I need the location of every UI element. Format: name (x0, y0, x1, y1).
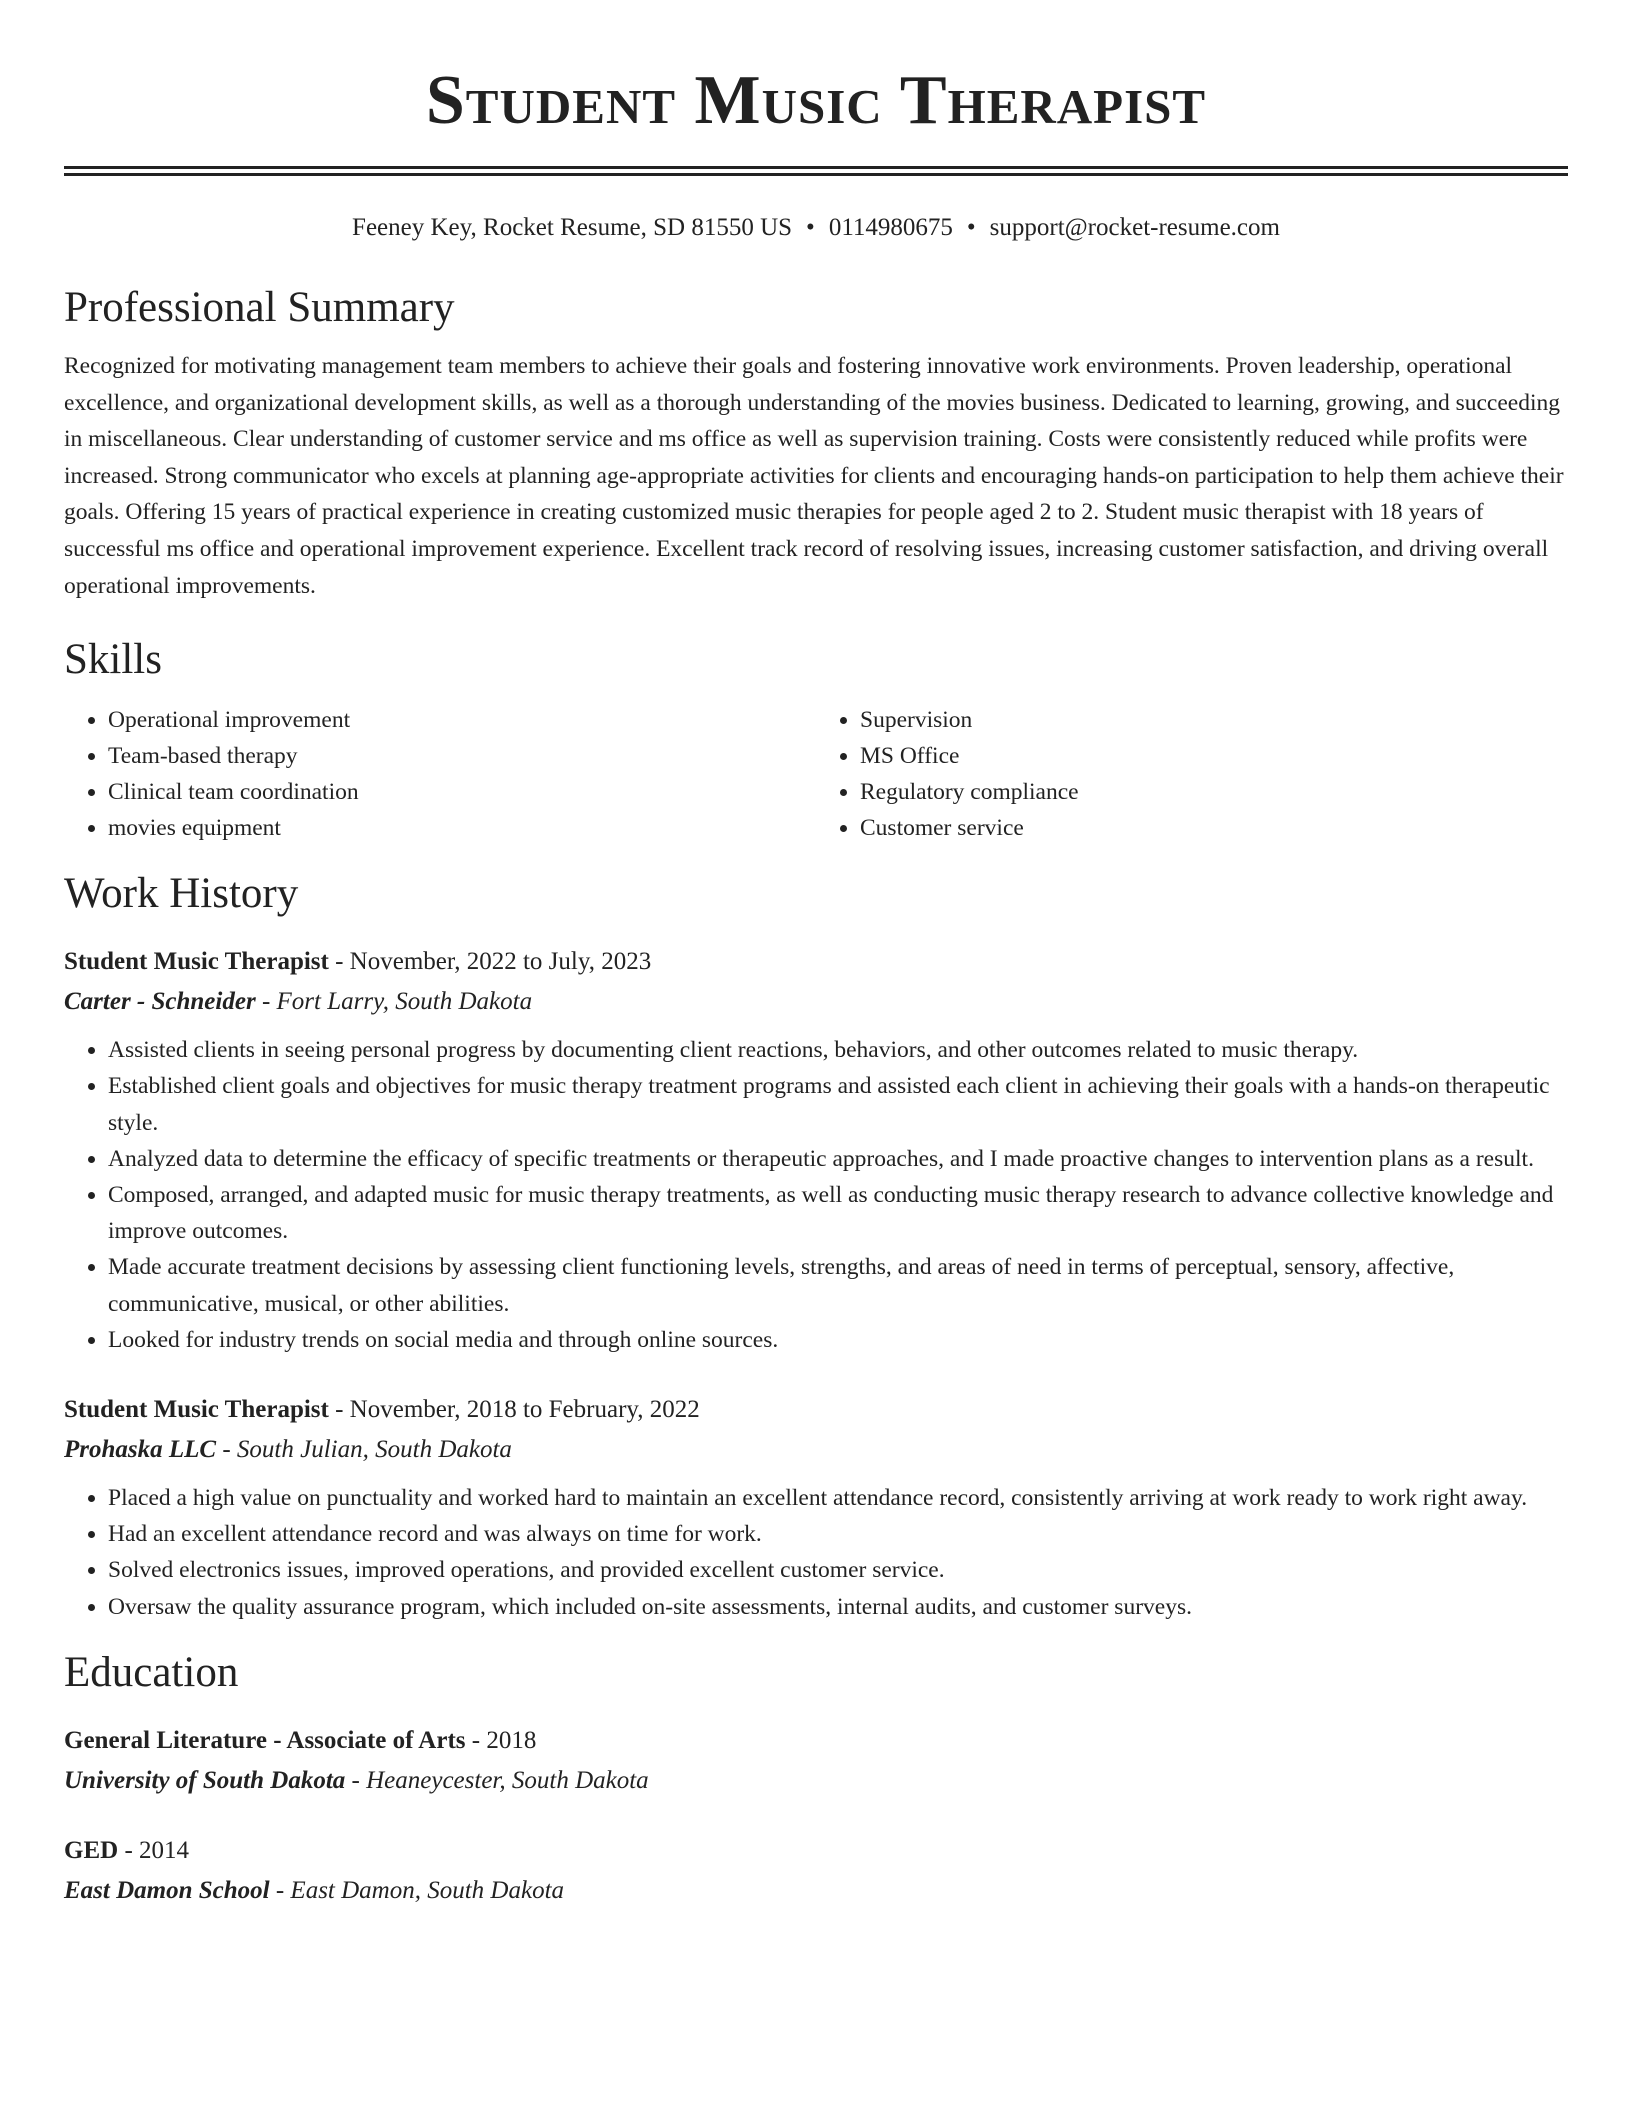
skills-list-right (816, 702, 1568, 846)
job-bullet: • Had an excellent attendance record and was always on time for work. (108, 1516, 1568, 1552)
job-entry (64, 944, 1568, 1358)
skill-item: • movies equipment (108, 810, 816, 846)
job-bullet: • Solved electronics issues, improved operations, and provided excellent customer service. (108, 1552, 1568, 1588)
education-degree-line (64, 1723, 1568, 1759)
job-bullet: • Assisted clients in seeing personal progress by documenting client reactions, behaviors, and other outcomes related to music therapy. (108, 1032, 1568, 1068)
resume-page (64, 0, 1568, 1909)
job-location: - Fort Larry, South Dakota (255, 988, 533, 1016)
skills-heading: Skills (64, 636, 162, 684)
education-entry (64, 1833, 1568, 1909)
education-institution-line (64, 1763, 1568, 1799)
job-location: - South Julian, South Dakota (216, 1435, 512, 1463)
education-degree: General Literature - Associate of Arts (64, 1726, 466, 1754)
job-title-line (64, 944, 1568, 980)
job-bullet: • Established client goals and objectives for music therapy treatment programs and assisted each client in achieving their goals with a hands-on therapeutic style. (108, 1068, 1568, 1140)
job-dates: - November, 2018 to February, 2022 (328, 1395, 700, 1423)
education-year: - 2014 (118, 1836, 190, 1864)
job-bullets (64, 1480, 1568, 1625)
education-degree: GED (64, 1836, 119, 1864)
job-company: Prohaska LLC (64, 1435, 217, 1463)
summary-heading: Professional Summary (64, 284, 455, 331)
skill-item: • Operational improvement (108, 702, 816, 738)
skill-item: • Team-based therapy (108, 738, 816, 774)
job-entry (64, 1392, 1568, 1625)
education-year: - 2018 (465, 1726, 537, 1754)
job-bullet: • Analyzed data to determine the efficacy of specific treatments or therapeutic approaches, and I made proactive changes to intervention plans as a result. (108, 1141, 1568, 1177)
education-heading: Education (64, 1648, 239, 1696)
skill-item: • Supervision (860, 702, 1568, 738)
education-institution: University of South Dakota (64, 1766, 346, 1794)
job-bullet: • Made accurate treatment decisions by assessing client functioning levels, strengths, and areas of need in terms of perceptual, sensory, affective, communicative, musical, or other abilities. (108, 1249, 1568, 1321)
page-title: Student Music Therapist (425, 62, 1207, 139)
job-bullets (64, 1032, 1568, 1358)
job-title: Student Music Therapist (64, 1395, 329, 1423)
contact-line (64, 212, 1568, 244)
summary-section (64, 282, 1568, 604)
skill-item: • Regulatory compliance (860, 774, 1568, 810)
job-title-line (64, 1392, 1568, 1428)
job-bullet: • Looked for industry trends on social media and through online sources. (108, 1322, 1568, 1358)
education-location: - East Damon, South Dakota (269, 1876, 565, 1904)
education-degree-line (64, 1833, 1568, 1869)
education-institution-line (64, 1873, 1568, 1909)
title-divider (64, 166, 1568, 176)
job-title: Student Music Therapist (64, 948, 329, 976)
skill-item: • Clinical team coordination (108, 774, 816, 810)
contact-address: Feeney Key, Rocket Resume, SD 81550 US (352, 214, 793, 241)
education-location: - Heaneycester, South Dakota (345, 1766, 649, 1794)
skill-item: • Customer service (860, 810, 1568, 846)
job-company: Carter - Schneider (64, 988, 256, 1016)
job-company-line (64, 984, 1568, 1020)
education-section (64, 1647, 1568, 1909)
education-entry (64, 1723, 1568, 1799)
skills-list-left (64, 702, 816, 846)
work-history-section (64, 868, 1568, 1625)
education-institution: East Damon School (64, 1876, 270, 1904)
contact-separator: • (966, 214, 976, 241)
job-bullet: • Oversaw the quality assurance program, which included on-site assessments, internal audits, and customer surveys. (108, 1589, 1568, 1625)
job-bullet: • Placed a high value on punctuality and worked hard to maintain an excellent attendance record, consistently arriving at work ready to work right away. (108, 1480, 1568, 1516)
work-history-heading: Work History (64, 870, 299, 918)
contact-separator: • (806, 214, 815, 241)
skills-section (64, 634, 1568, 846)
job-bullet: • Composed, arranged, and adapted music for music therapy treatments, as well as conducting music therapy research to advance collective knowledge and improve outcomes. (108, 1177, 1568, 1249)
skills-columns (64, 702, 1568, 846)
contact-email: support@rocket-resume.com (989, 214, 1280, 241)
contact-phone: 0114980675 (828, 214, 953, 241)
job-dates: - November, 2022 to July, 2023 (328, 948, 652, 976)
skill-item: • MS Office (860, 738, 1568, 774)
summary-text: Recognized for motivating management team members to achieve their goals and fostering innovative work environments. Proven leadership, operational excellence, and organizational development skills, as well as a thorough understanding of the movies business. Dedicated to learning, growing, and succeeding in miscellaneous. Clear understanding of customer service and ms office as well as supervision training. Costs were consistently reduced while profits were increased. Strong communicator who excels at planning age-appropriate activities for clients and encouraging hands-on participation to help them achieve their goals. Offering 15 years of practical experience in creating customized music therapies for people aged 2 to 2. Student music therapist with 18 years of successful ms office and operational improvement experience. Excellent track record of resolving issues, increasing customer satisfaction, and driving overall operational improvements. (64, 353, 1564, 599)
job-company-line (64, 1432, 1568, 1468)
